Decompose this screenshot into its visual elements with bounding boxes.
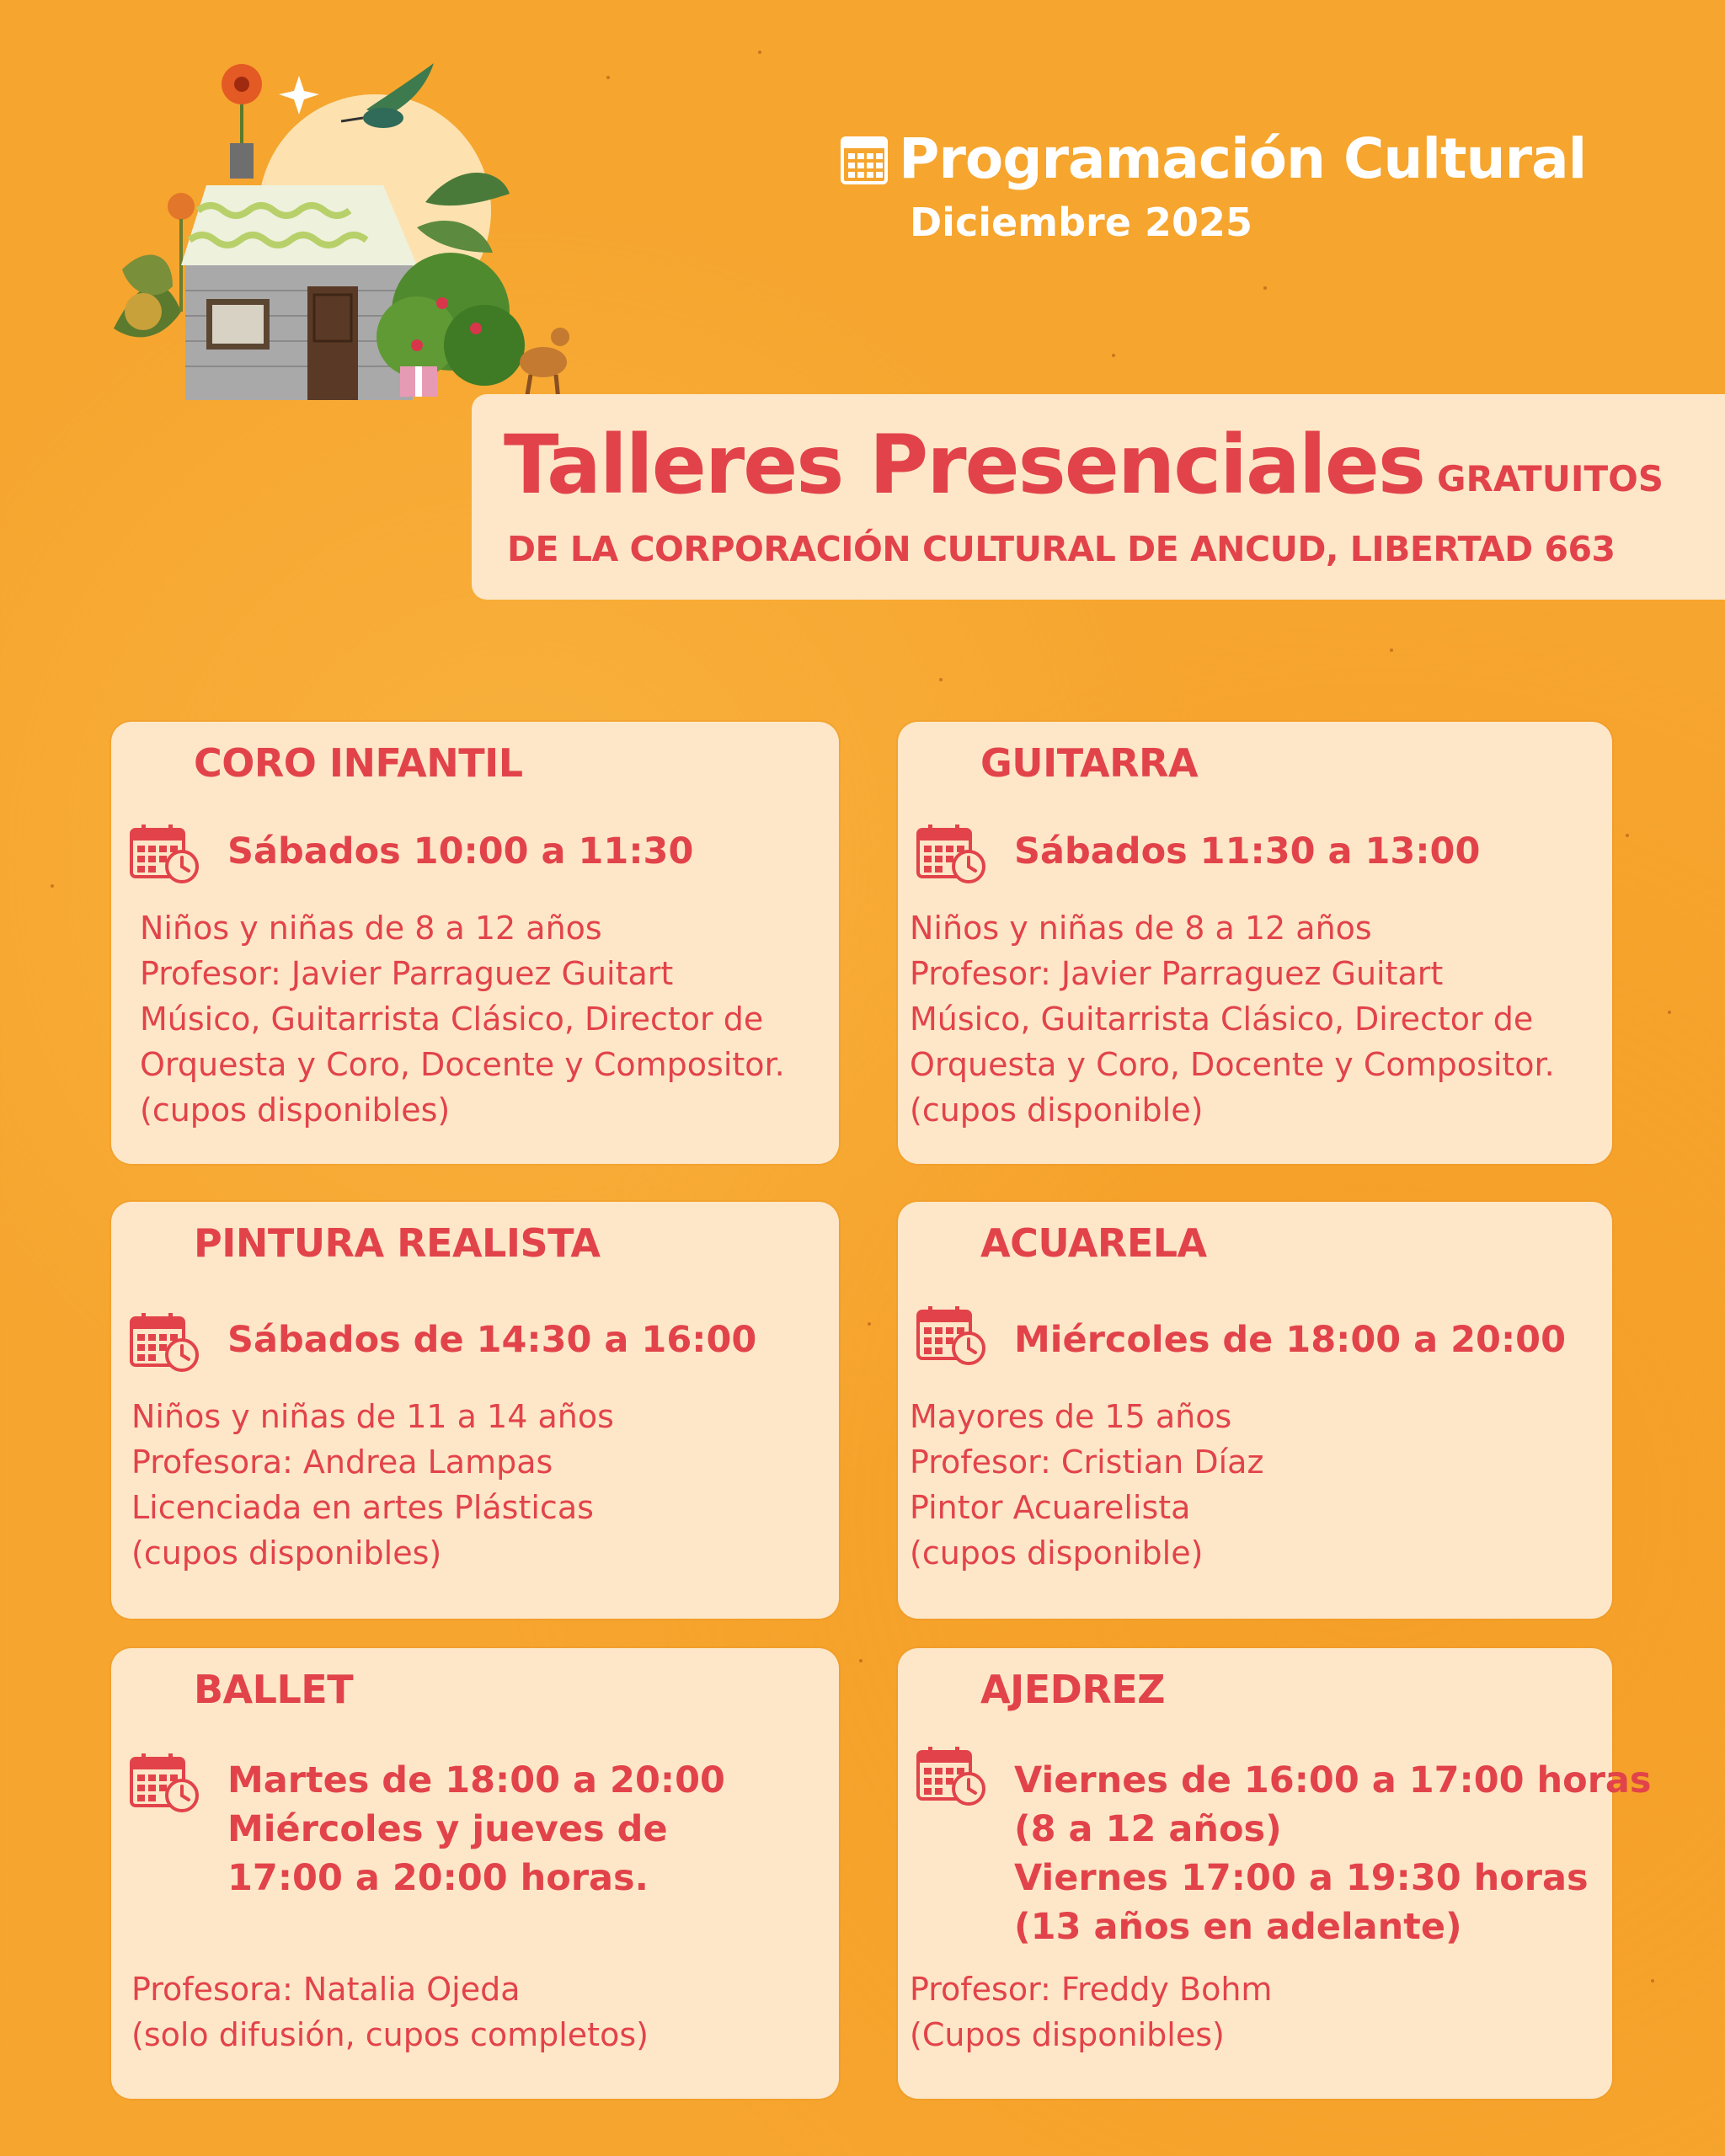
detail-line: (cupos disponibles) [140, 1091, 451, 1129]
detail-line: (Cupos disponibles) [910, 2016, 1225, 2053]
schedule-line: Viernes de 16:00 a 17:00 horas [1014, 1759, 1652, 1801]
workshop-details [131, 1394, 614, 1576]
detail-line: Profesor: Freddy Bohm [910, 1971, 1273, 2008]
workshop-title: BALLET [194, 1667, 354, 1712]
workshop-schedule [227, 1315, 756, 1364]
detail-line: Músico, Guitarrista Clásico, Director de [140, 1001, 764, 1038]
detail-line: (cupos disponible) [910, 1534, 1204, 1572]
schedule-line: (13 años en adelante) [1014, 1906, 1462, 1948]
detail-line: Orquesta y Coro, Docente y Compositor. [910, 1046, 1555, 1083]
detail-line: Licenciada en artes Plásticas [131, 1489, 594, 1526]
detail-line: Profesor: Cristian Díaz [910, 1444, 1264, 1481]
detail-line: Pintor Acuarelista [910, 1489, 1191, 1526]
detail-line: Niños y niñas de 11 a 14 años [131, 1398, 614, 1435]
schedule-line: Sábados de 14:30 a 16:00 [227, 1319, 757, 1361]
workshop-schedule [1014, 1315, 1566, 1364]
banner-title: Talleres Presenciales [504, 418, 1424, 512]
workshop-schedule [1014, 827, 1480, 876]
calendar-icon [840, 133, 889, 185]
schedule-line: Miércoles de 18:00 a 20:00 [1014, 1319, 1567, 1361]
house-illustration [105, 59, 577, 413]
workshop-card [111, 722, 839, 1164]
detail-line: Mayores de 15 años [910, 1398, 1232, 1435]
workshop-details [140, 905, 785, 1133]
workshop-title: PINTURA REALISTA [194, 1220, 601, 1266]
detail-line: Niños y niñas de 8 a 12 años [910, 910, 1372, 947]
calendar-clock-icon [128, 823, 200, 883]
header-subtitle: Diciembre 2025 [910, 200, 1252, 245]
workshop-card [898, 722, 1612, 1164]
workshop-card [111, 1202, 839, 1619]
detail-line: Profesora: Andrea Lampas [131, 1444, 553, 1481]
workshop-schedule [1014, 1756, 1652, 1951]
banner-subtitle: DE LA CORPORACIÓN CULTURAL DE ANCUD, LIBERTAD 663 [507, 529, 1616, 569]
schedule-line: Martes de 18:00 a 20:00 [227, 1759, 725, 1801]
header [840, 126, 1586, 191]
detail-line: Profesor: Javier Parraguez Guitart [140, 955, 674, 992]
workshop-card [898, 1648, 1652, 2099]
calendar-clock-icon [915, 1745, 987, 1806]
workshop-details [910, 1967, 1272, 2057]
detail-line: Orquesta y Coro, Docente y Compositor. [140, 1046, 785, 1083]
schedule-line: Miércoles y jueves de [227, 1808, 668, 1850]
detail-line: Profesora: Natalia Ojeda [131, 1971, 521, 2008]
detail-line: (cupos disponible) [910, 1091, 1204, 1129]
detail-line: (solo difusión, cupos completos) [131, 2016, 649, 2053]
workshop-title: CORO INFANTIL [194, 740, 523, 786]
workshop-details [131, 1967, 649, 2057]
calendar-clock-icon [915, 1305, 987, 1365]
schedule-line: (8 a 12 años) [1014, 1808, 1282, 1850]
free-badge: GRATUITOS [1437, 458, 1664, 499]
detail-line: Niños y niñas de 8 a 12 años [140, 910, 602, 947]
detail-line: Músico, Guitarrista Clásico, Director de [910, 1001, 1534, 1038]
detail-line: Profesor: Javier Parraguez Guitart [910, 955, 1444, 992]
workshop-details [910, 905, 1555, 1133]
workshop-details [910, 1394, 1263, 1576]
workshop-title: ACUARELA [980, 1220, 1207, 1266]
workshop-schedule [227, 1756, 725, 1903]
workshop-card [111, 1648, 839, 2099]
schedule-line: 17:00 a 20:00 horas. [227, 1857, 649, 1899]
workshop-card [898, 1202, 1612, 1619]
schedule-line: Viernes 17:00 a 19:30 horas [1014, 1857, 1589, 1899]
calendar-clock-icon [128, 1752, 200, 1812]
schedule-line: Sábados 11:30 a 13:00 [1014, 830, 1481, 873]
calendar-clock-icon [128, 1311, 200, 1372]
workshop-title: GUITARRA [980, 740, 1199, 786]
header-title: Programación Cultural [899, 126, 1587, 191]
calendar-clock-icon [915, 823, 987, 883]
detail-line: (cupos disponibles) [131, 1534, 442, 1572]
title-banner [472, 394, 1725, 600]
workshop-title: AJEDREZ [980, 1667, 1166, 1712]
schedule-line: Sábados 10:00 a 11:30 [227, 830, 694, 873]
workshop-schedule [227, 827, 693, 876]
